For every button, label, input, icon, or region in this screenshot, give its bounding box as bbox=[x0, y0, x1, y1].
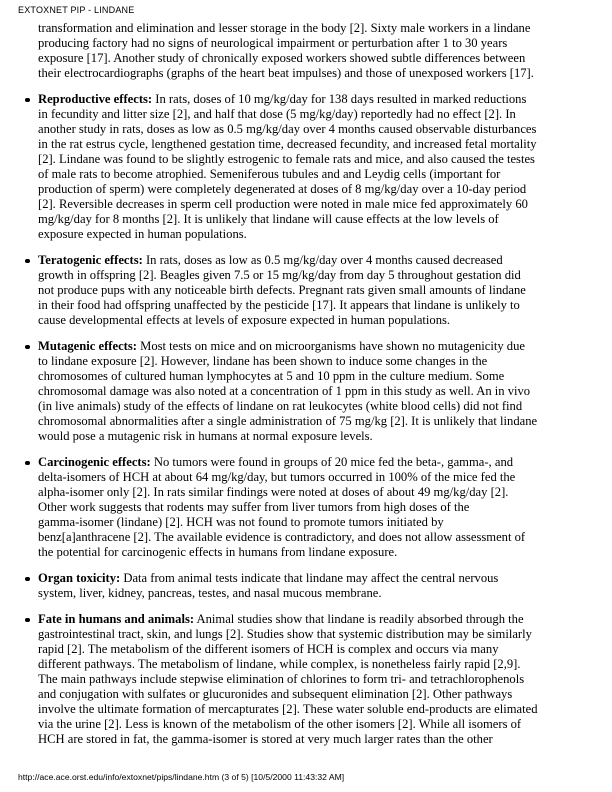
text-line: transformation and elimination and lesser storage in the body [2]. Sixty male workers in a lindane bbox=[38, 21, 531, 35]
bullet-icon bbox=[25, 345, 30, 350]
bullet-icon bbox=[25, 577, 30, 582]
text-line: and conjugation with sulfates or glucuronides and subsequent elimination [2]. Other pathways bbox=[38, 687, 513, 701]
item-label: Teratogenic effects: bbox=[38, 253, 143, 267]
text-line: [2]. Lindane was found to be slightly estrogenic to female rats and mice, and also caused the testes bbox=[38, 152, 535, 166]
text-line: Carcinogenic effects: No tumors were found in groups of 20 mice fed the beta-, gamma-, and bbox=[38, 455, 514, 469]
text-line: to lindane exposure [2]. However, lindane has been shown to induce some changes in the bbox=[38, 354, 488, 368]
footer-url: http://ace.ace.orst.edu/info/extoxnet/pips/lindane.htm (3 of 5) [10/5/2000 11:43:32 AM] bbox=[18, 772, 345, 782]
item-label: Fate in humans and animals: bbox=[38, 612, 195, 626]
text-line: production of sperm) were completely degenerated at doses of 8 mg/kg/day over a 10-day period bbox=[38, 182, 527, 196]
text-line: another study in rats, doses as low as 0.5 mg/kg/day over 4 months caused observable disturbances bbox=[38, 122, 537, 136]
text-line: chromosomes of cultured human lymphocytes at 5 and 10 ppm in the culture medium. Some bbox=[38, 369, 505, 383]
text-line: [2]. Reversible decreases in sperm cell production were noted in male mice fed approximately 60 bbox=[38, 197, 528, 211]
list-item bbox=[38, 253, 594, 328]
text-line: HCH are stored in fat, the gamma-isomer is stored at very much larger rates than the other bbox=[38, 732, 493, 746]
item-label: Reproductive effects: bbox=[38, 92, 153, 106]
text-line: Reproductive effects: In rats, doses of 10 mg/kg/day for 138 days resulted in marked reductions bbox=[38, 92, 527, 106]
bullet-icon bbox=[25, 259, 30, 264]
text-line: gastrointestinal tract, skin, and lungs [2]. Studies show that systemic distribution may be similarly bbox=[38, 627, 532, 641]
bullet-icon bbox=[25, 98, 30, 103]
text-line: involve the ultimate formation of mercapturates [2]. These water soluble end-products are elimated bbox=[38, 702, 538, 716]
text-line: chromosomal abnormalities after a single administration of 75 mg/kg [2]. It is unlikely that lindane bbox=[38, 414, 538, 428]
list-item bbox=[38, 92, 594, 242]
text-line: exposure expected in human populations. bbox=[38, 227, 247, 241]
page-header-title: EXTOXNET PIP - LINDANE bbox=[18, 5, 135, 15]
text-line: of male rats to become atrophied. Semeniferous tubules and and Leydig cells (important for bbox=[38, 167, 501, 181]
text-line: delta-isomers of HCH at about 64 mg/kg/day, but tumors occurred in 100% of the mice fed the bbox=[38, 470, 516, 484]
text-line: Teratogenic effects: In rats, doses as low as 0.5 mg/kg/day over 4 months caused decreased bbox=[38, 253, 503, 267]
text-line: in the rat estrus cycle, lengthened gestation time, decreased fecundity, and increased fetal mortality bbox=[38, 137, 537, 151]
text-line: would pose a mutagenic risk in humans at normal exposure levels. bbox=[38, 429, 373, 443]
text-line: via the urine [2]. Less is known of the metabolism of the other isomers [2]. While all isomers of bbox=[38, 717, 522, 731]
list-item bbox=[38, 571, 594, 601]
list-item bbox=[38, 455, 594, 560]
text-line: cause developmental effects at levels of exposure expected in human populations. bbox=[38, 313, 451, 327]
text-line: their electrocardiographs (graphs of the heart beat impulses) and those of unexposed workers [17]. bbox=[38, 66, 534, 80]
text-line: alpha-isomer only [2]. In rats similar findings were noted at doses of about 49 mg/kg/day [2]. bbox=[38, 485, 509, 499]
text-line: not produce pups with any noticeable birth defects. Pregnant rats given small amounts of lindane bbox=[38, 283, 526, 297]
document-body bbox=[38, 21, 594, 758]
text-line: mg/kg/day for 8 months [2]. It is unlikely that lindane will cause effects at the low levels of bbox=[38, 212, 499, 226]
text-line: the potential for carcinogenic effects in humans from lindane exposure. bbox=[38, 545, 398, 559]
text-line: in their food had offspring unaffected by the pesticide [17]. It appears that lindane is unlikely to bbox=[38, 298, 520, 312]
text-line: system, liver, kidney, pancreas, testes, and nasal mucous membrane. bbox=[38, 586, 382, 600]
text-line: growth in offspring [2]. Beagles given 7.5 or 15 mg/kg/day from day 5 throughout gestation did bbox=[38, 268, 521, 282]
bullet-icon bbox=[25, 618, 30, 623]
item-label: Carcinogenic effects: bbox=[38, 455, 151, 469]
text-line: gamma-isomer (lindane) [2]. HCH was not found to promote tumors initiated by bbox=[38, 515, 444, 529]
text-line: chromosomal damage was also noted at a concentration of 1 ppm in this study as well. An in vivo bbox=[38, 384, 531, 398]
text-line: Mutagenic effects: Most tests on mice and on microorganisms have shown no mutagenicity due bbox=[38, 339, 525, 353]
bullet-icon bbox=[25, 461, 30, 466]
item-label: Organ toxicity: bbox=[38, 571, 121, 585]
list-item bbox=[38, 339, 594, 444]
text-line: in fecundity and litter size [2], and half that dose (5 mg/kg/day) reportedly had no effect [2]. In bbox=[38, 107, 516, 121]
intro-paragraph bbox=[38, 21, 594, 81]
text-line: producing factory had no signs of neurological impairment or perturbation after 1 to 30 years bbox=[38, 36, 508, 50]
text-line: rapid [2]. The metabolism of the different isomers of HCH is complex and occurs via many bbox=[38, 642, 499, 656]
text-line: exposure [17]. Another study of chronically exposed workers showed subtle differences between bbox=[38, 51, 526, 65]
text-line: different pathways. The metabolism of lindane, while complex, is nonetheless fairly rapid [2,9]. bbox=[38, 657, 521, 671]
item-label: Mutagenic effects: bbox=[38, 339, 137, 353]
text-line: Organ toxicity: Data from animal tests indicate that lindane may affect the central nervous bbox=[38, 571, 499, 585]
list-item bbox=[38, 612, 594, 747]
text-line: (in live animals) study of the effects of lindane on rat leukocytes (white blood cells) did not find bbox=[38, 399, 523, 413]
text-line: Fate in humans and animals: Animal studies show that lindane is readily absorbed through the bbox=[38, 612, 524, 626]
text-line: The main pathways include stepwise elimination of chlorines to form tri- and tetrachlorophenols bbox=[38, 672, 525, 686]
text-line: benz[a]anthracene [2]. The available evidence is contradictory, and does not allow assessment of bbox=[38, 530, 526, 544]
text-line: Other work suggests that rodents may suffer from liver tumors from high doses of the bbox=[38, 500, 470, 514]
